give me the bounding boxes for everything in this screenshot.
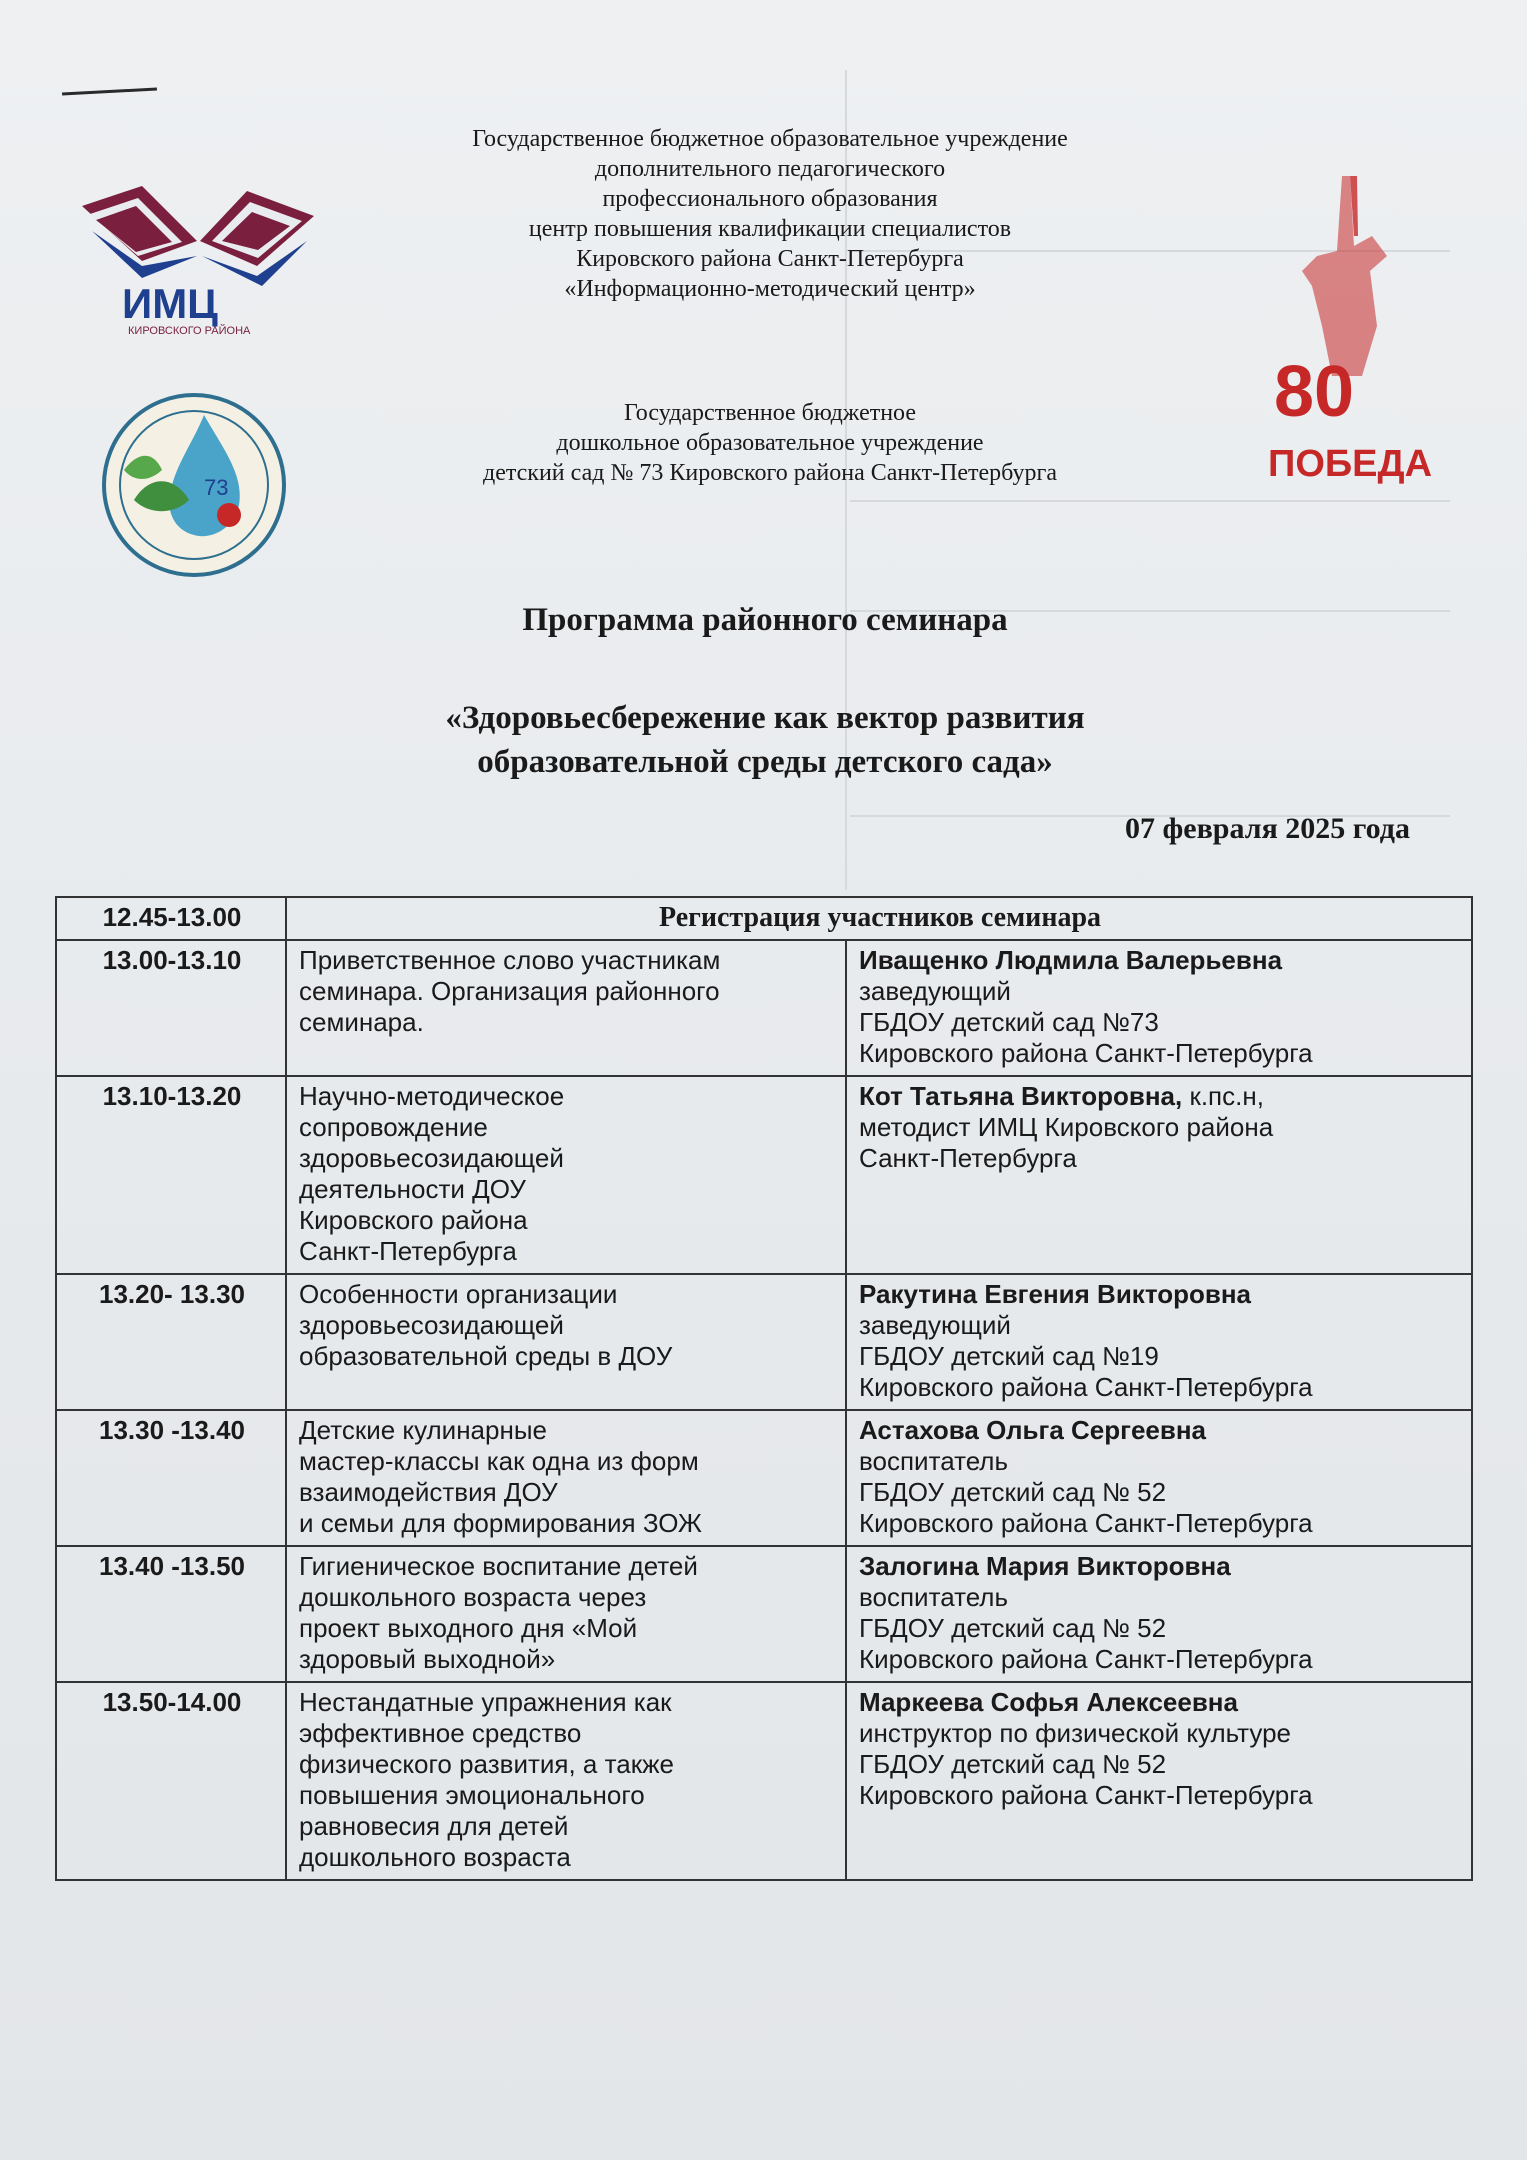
speaker-detail-line: воспитатель xyxy=(859,1582,1009,1612)
topic-line: здоровьесозидающей xyxy=(299,1310,564,1340)
topic-line: Гигиеническое воспитание детей xyxy=(299,1551,698,1581)
org-line: Государственное бюджетное образовательное учреждение xyxy=(472,126,1068,152)
topic-line: проект выходного дня «Мой xyxy=(299,1613,638,1643)
speaker-name: Залогина Мария Викторовна xyxy=(859,1551,1231,1581)
topic-line: Детские кулинарные xyxy=(299,1415,547,1445)
speaker-detail-line: ГБДОУ детский сад № 52 xyxy=(859,1749,1167,1779)
org-line: «Информационно-методический центр» xyxy=(564,276,976,302)
pobeda-number: 80 xyxy=(1274,352,1355,432)
speaker-degree: к.пс.н, xyxy=(1182,1081,1264,1111)
org-line: детский сад № 73 Кировского района Санкт-Петербурга xyxy=(483,460,1057,486)
topic-line: Научно-методическое xyxy=(299,1081,565,1111)
org-line: профессионального образования xyxy=(602,186,938,212)
topic-line: Особенности организации xyxy=(299,1279,618,1309)
topic-line: Санкт-Петербурга xyxy=(299,1236,517,1266)
program-title-line: «Здоровьесбережение как вектор развития xyxy=(445,700,1085,736)
topic-line: образовательной среды в ДОУ xyxy=(299,1341,673,1371)
speaker-detail-line: заведующий xyxy=(859,1310,1011,1340)
speaker-detail-line: Санкт-Петербурга xyxy=(859,1143,1077,1173)
topic-line: физического развития, а также xyxy=(299,1749,674,1779)
org-line: дошкольное образовательное учреждение xyxy=(556,430,984,456)
imc-logo-subtext: КИРОВСКОГО РАЙОНА xyxy=(128,325,251,336)
imc-logo-icon xyxy=(82,186,314,336)
kindergarten-73-logo-icon xyxy=(94,390,294,580)
topic-line: эффективное средство xyxy=(299,1718,582,1748)
topic-line: здоровый выходной» xyxy=(299,1644,556,1674)
time-cell: 13.50-14.00 xyxy=(56,1682,286,1880)
speaker-cell xyxy=(846,1274,1472,1410)
speaker-name-line xyxy=(859,1415,1461,1446)
speaker-cell xyxy=(846,1076,1472,1274)
speaker-detail-line: инструктор по физической культуре xyxy=(859,1718,1291,1748)
topic-line: мастер-классы как одна из форм xyxy=(299,1446,699,1476)
speaker-detail-line: Кировского района Санкт-Петербурга xyxy=(859,1038,1313,1068)
topic-line: повышения эмоционального xyxy=(299,1780,645,1810)
schedule-row xyxy=(56,940,1472,1076)
topic-cell xyxy=(286,940,846,1076)
speaker-name: Ракутина Евгения Викторовна xyxy=(859,1279,1252,1309)
speaker-cell xyxy=(846,1410,1472,1546)
registration-label: Регистрация участников семинара xyxy=(286,897,1472,940)
speaker-name: Иващенко Людмила Валерьевна xyxy=(859,945,1283,975)
speaker-name-line xyxy=(859,1551,1461,1582)
topic-line: Нестандатные упражнения как xyxy=(299,1687,672,1717)
speaker-cell xyxy=(846,1546,1472,1682)
program-title-line: образовательной среды детского сада» xyxy=(477,744,1053,780)
topic-line: здоровьесозидающей xyxy=(299,1143,564,1173)
speaker-cell xyxy=(846,940,1472,1076)
topic-line: Кировского района xyxy=(299,1205,528,1235)
pen-mark xyxy=(62,88,157,96)
topic-cell xyxy=(286,1076,846,1274)
time-cell: 13.20- 13.30 xyxy=(56,1274,286,1410)
event-date: 07 февраля 2025 года xyxy=(1125,812,1410,845)
speaker-detail-line: Кировского района Санкт-Петербурга xyxy=(859,1508,1313,1538)
speaker-detail-line: ГБДОУ детский сад №19 xyxy=(859,1341,1159,1371)
schedule-table xyxy=(55,896,1473,1881)
topic-cell xyxy=(286,1410,846,1546)
show-through-line xyxy=(850,500,1450,502)
speaker-name-line xyxy=(859,945,1461,976)
speaker-name-line xyxy=(859,1687,1461,1718)
schedule-row xyxy=(56,1410,1472,1546)
kindergarten-logo-number: 73 xyxy=(204,475,229,500)
speaker-detail-line: методист ИМЦ Кировского района xyxy=(859,1112,1274,1142)
speaker-detail-line: Кировского района Санкт-Петербурга xyxy=(859,1644,1313,1674)
topic-line: взаимодействия ДОУ xyxy=(299,1477,558,1507)
org-line: Государственное бюджетное xyxy=(624,400,916,426)
schedule-body xyxy=(56,940,1472,1880)
time-cell: 13.40 -13.50 xyxy=(56,1546,286,1682)
speaker-detail-line: ГБДОУ детский сад № 52 xyxy=(859,1613,1167,1643)
schedule-row xyxy=(56,1076,1472,1274)
schedule-row xyxy=(56,1274,1472,1410)
imc-logo-text: ИМЦ xyxy=(122,280,218,327)
schedule-row xyxy=(56,1682,1472,1880)
org-line: центр повышения квалификации специалистов xyxy=(528,216,1012,242)
speaker-detail-line: заведующий xyxy=(859,976,1011,1006)
topic-cell xyxy=(286,1274,846,1410)
topic-line: и семьи для формирования ЗОЖ xyxy=(299,1508,702,1538)
pobeda-80-logo-icon xyxy=(1262,176,1432,486)
program-title xyxy=(250,696,1280,784)
speaker-detail-line: Кировского района Санкт-Петербурга xyxy=(859,1372,1313,1402)
topic-line: Приветственное слово участникам семинара. Организация районного семинара. xyxy=(299,945,721,1037)
org-line: дополнительного педагогического xyxy=(594,156,946,182)
topic-line: дошкольного возраста xyxy=(299,1842,571,1872)
org-header-imc xyxy=(330,124,1210,304)
topic-cell xyxy=(286,1546,846,1682)
speaker-detail-line: ГБДОУ детский сад № 52 xyxy=(859,1477,1167,1507)
speaker-name-line xyxy=(859,1279,1461,1310)
speaker-name-line xyxy=(859,1081,1461,1112)
time-cell: 13.10-13.20 xyxy=(56,1076,286,1274)
schedule-row xyxy=(56,1546,1472,1682)
org-line: Кировского района Санкт-Петербурга xyxy=(576,246,964,272)
speaker-detail-line: ГБДОУ детский сад №73 xyxy=(859,1007,1159,1037)
topic-line: деятельности ДОУ xyxy=(299,1174,526,1204)
pobeda-text: ПОБЕДА! xyxy=(1268,443,1432,485)
topic-line: сопровождение xyxy=(299,1112,488,1142)
program-heading: Программа районного семинара xyxy=(522,602,1008,638)
time-cell: 13.30 -13.40 xyxy=(56,1410,286,1546)
speaker-detail-line: воспитатель xyxy=(859,1446,1009,1476)
registration-row xyxy=(56,897,1472,940)
org-header-kindergarten xyxy=(330,398,1210,488)
speaker-name: Маркеева Софья Алексеевна xyxy=(859,1687,1238,1717)
topic-line: дошкольного возраста через xyxy=(299,1582,647,1612)
speaker-detail-line: Кировского района Санкт-Петербурга xyxy=(859,1780,1313,1810)
speaker-name: Кот Татьяна Викторовна, xyxy=(859,1081,1183,1111)
speaker-name: Астахова Ольга Сергеевна xyxy=(859,1415,1207,1445)
time-cell: 13.00-13.10 xyxy=(56,940,286,1076)
topic-cell xyxy=(286,1682,846,1880)
topic-line: равновесия для детей xyxy=(299,1811,569,1841)
speaker-cell xyxy=(846,1682,1472,1880)
time-cell: 12.45-13.00 xyxy=(56,897,286,940)
